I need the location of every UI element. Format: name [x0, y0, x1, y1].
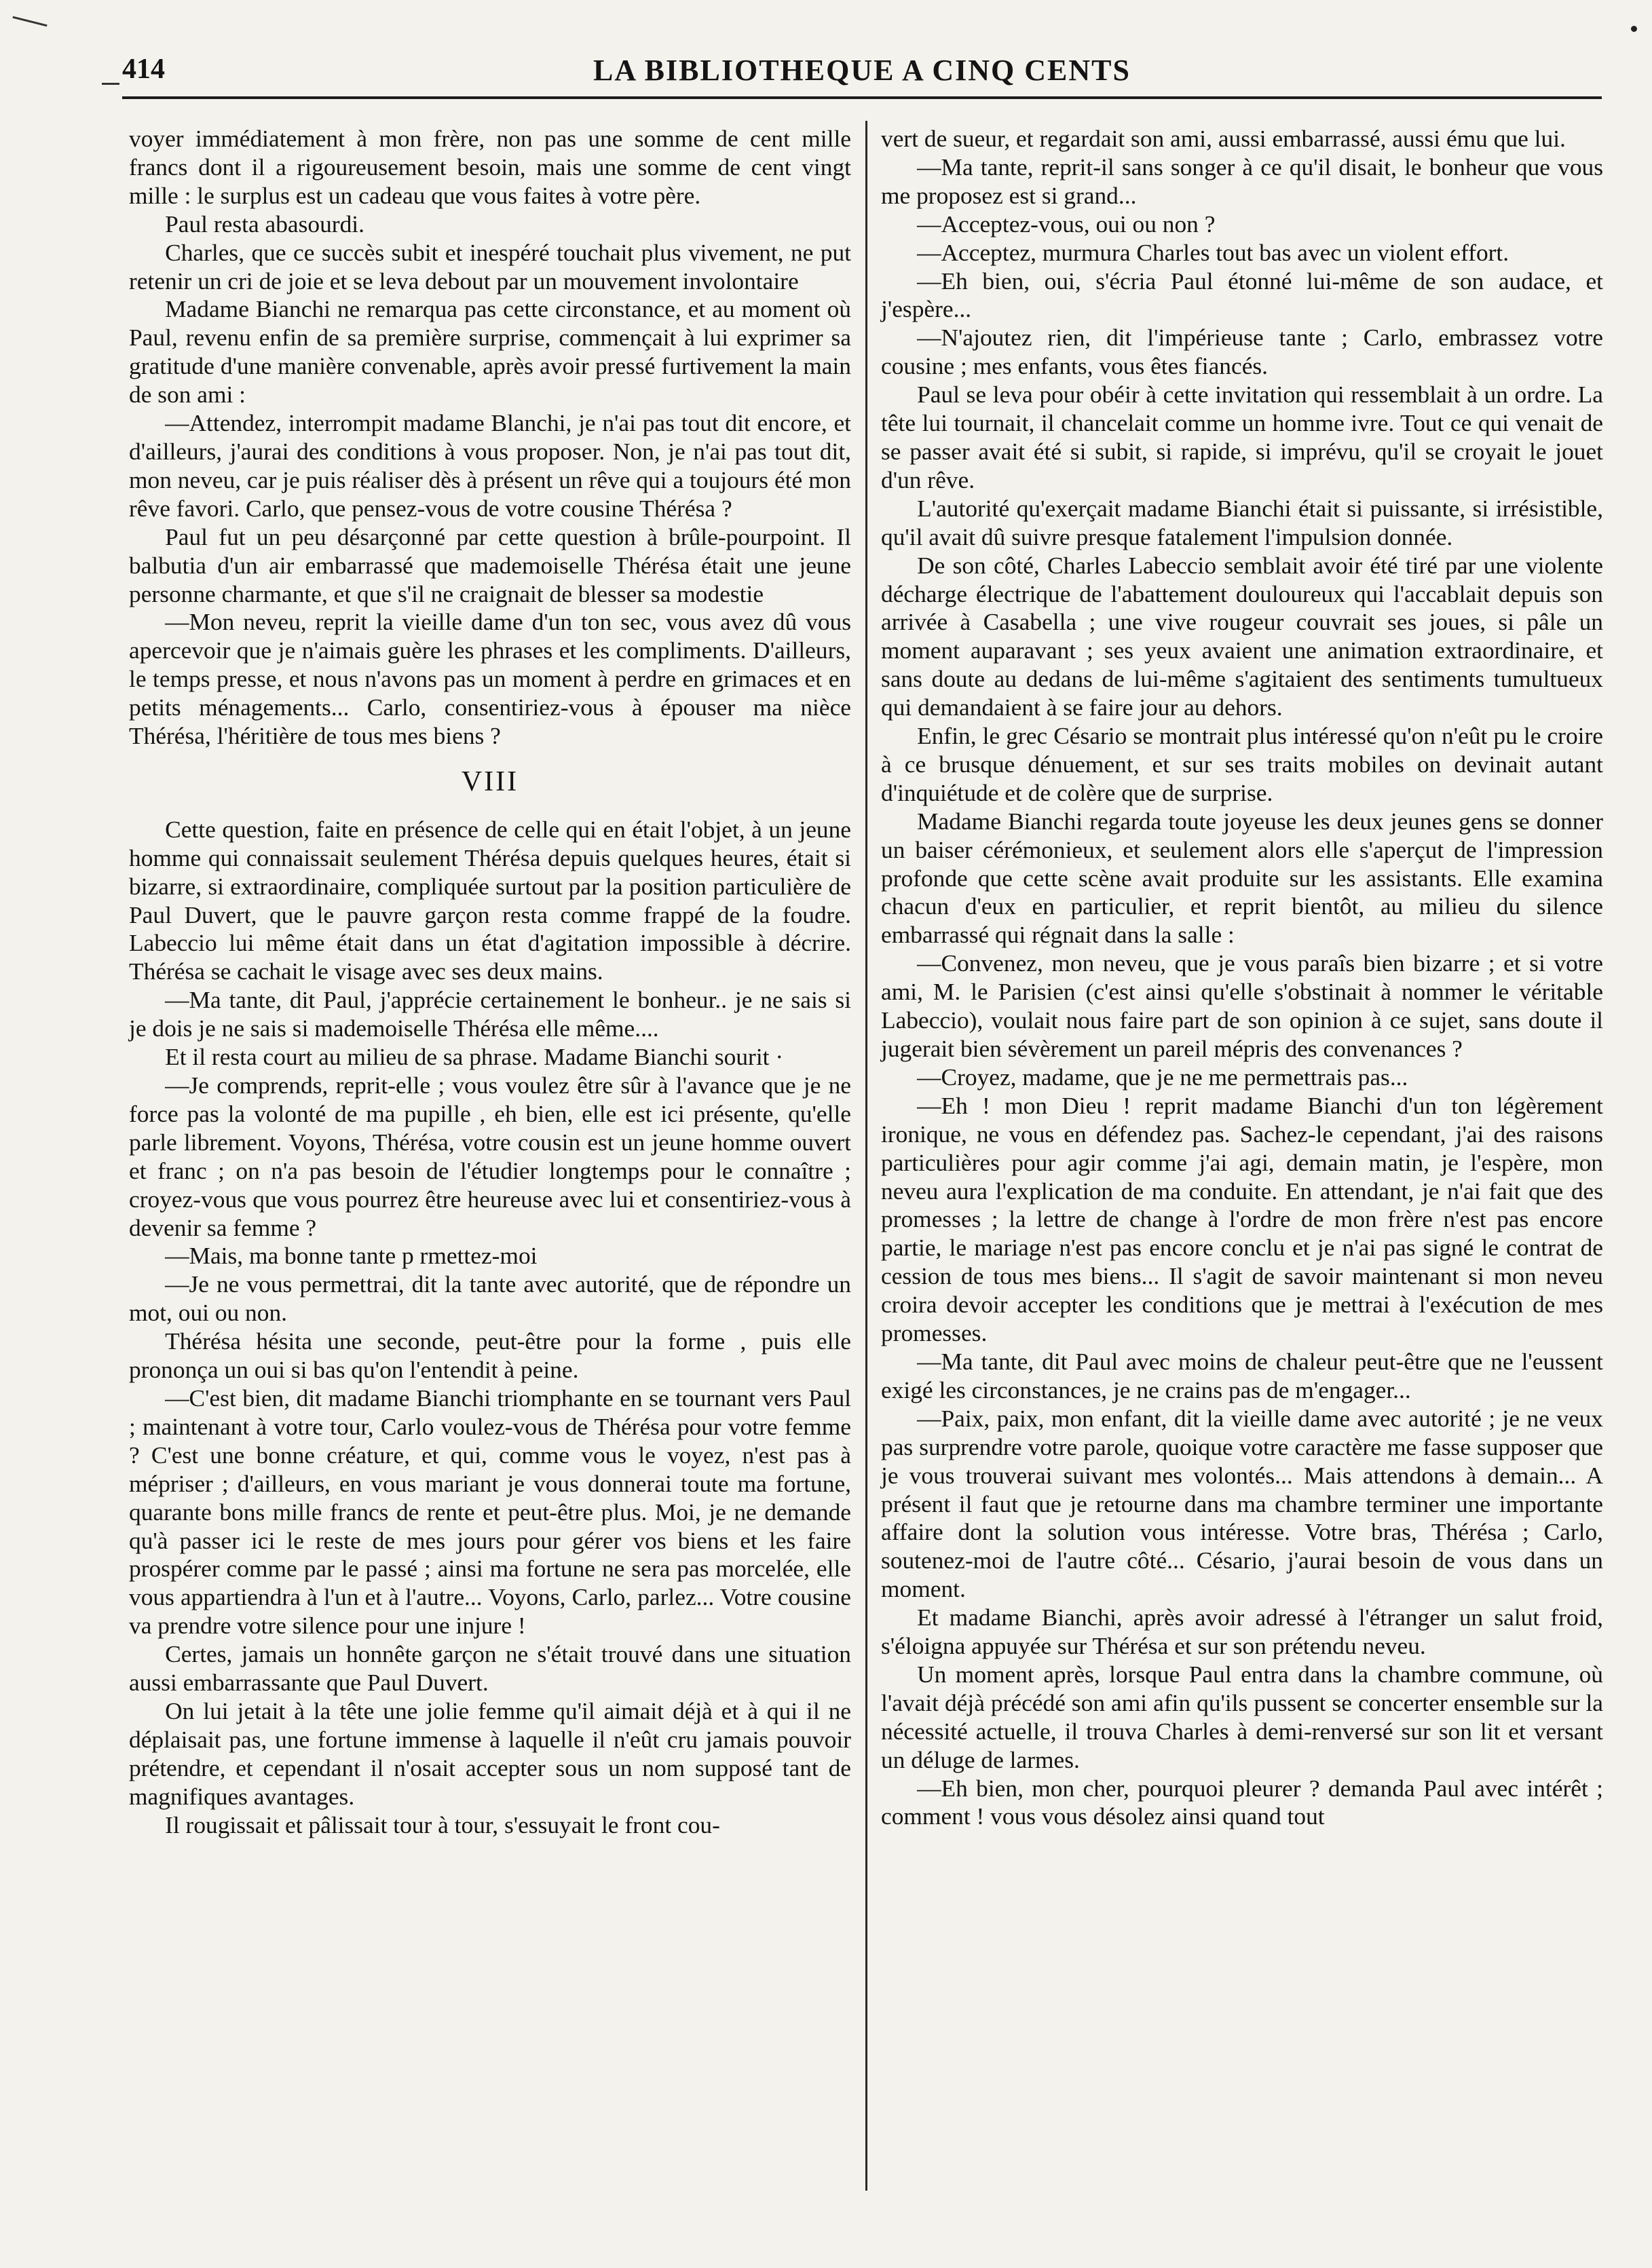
paragraph: —Ma tante, dit Paul, j'apprécie certainement le bonheur.. je ne sais si je dois je ne sais si mademoiselle Thérésa elle même....: [129, 986, 851, 1042]
paragraph: Madame Bianchi ne remarqua pas cette circonstance, et au moment où Paul, revenu enfin de sa première surprise, commençait à lui exprimer sa gratitude d'une manière convenable, après avoir pressé furtivement la main de son ami :: [129, 295, 851, 409]
paragraph: Certes, jamais un honnête garçon ne s'était trouvé dans une situation aussi embarrassante que Paul Duvert.: [129, 1640, 851, 1697]
chapter-heading: VIII: [461, 766, 519, 797]
paragraph: —Paix, paix, mon enfant, dit la vieille dame avec autorité ; je ne veux pas surprendre votre parole, quoique votre caractère me fasse supposer que je vous trouverai suivant mes volontés... Mais attendons à demain... A présent il faut que je retourne dans ma chambre terminer une importante affaire dont la solution vous intéresse. Votre bras, Thérésa ; Carlo, soutenez-moi de l'autre côté... Césario, j'aurai besoin de vous dans un moment.: [881, 1404, 1603, 1603]
paragraph: —Eh bien, mon cher, pourquoi pleurer ? demanda Paul avec intérêt ; comment ! vous vous désolez ainsi quand tout: [881, 1774, 1603, 1830]
scan-dot: [1631, 26, 1637, 32]
paragraph: Un moment après, lorsque Paul entra dans la chambre commune, où l'avait déjà précédé son ami afin qu'ils pussent se concerter ensemble sur la nécessité actuelle, il trouva Charles à demi-renversé sur son lit et versant un déluge de larmes.: [881, 1660, 1603, 1773]
paragraph: Paul resta abasourdi.: [165, 210, 364, 238]
paragraph: On lui jetait à la tête une jolie femme qu'il aimait déjà et à qui il ne déplaisait pas, une fortune immense à laquelle il n'eût cru jamais pouvoir prétendre, et cependant il n'osait accepter sous un nom supposé tant de magnifiques avantages.: [129, 1697, 851, 1810]
paragraph: De son côté, Charles Labeccio semblait avoir été tiré par une violente décharge électrique de l'abattement douloureux qui l'accablait depuis son arrivée à Casabella ; une vive rougeur couvrait ses joues, si pâle un moment auparavant ; ses yeux avaient une animation extraordinaire, et sans doute au dedans de lui-même s'agitaient des sentiments tumultueux qui demandaient à se faire jour au dehors.: [881, 551, 1603, 721]
paragraph: —Je comprends, reprit-elle ; vous voulez être sûr à l'avance que je ne force pas la volonté de ma pupille , eh bien, elle est ici présente, qu'elle parle librement. Voyons, Thérésa, votre cousin est un jeune homme ouvert et franc ; on n'a pas besoin de l'étudier longtemps pour le connaître ; croyez-vous que vous pourrez être heureuse avec lui et consentiriez-vous à devenir sa femme ?: [129, 1072, 851, 1241]
paragraph: Madame Bianchi regarda toute joyeuse les deux jeunes gens se donner un baiser cérémonieux, et seulement alors elle s'aperçut de l'impression profonde que cette scène avait produite sur les assistants. Elle examina chacun d'eux en particulier, et reprit bientôt, au milieu du silence embarrassé qui régnait dans la salle :: [881, 807, 1603, 949]
paragraph: —Mais, ma bonne tante p rmettez-moi: [165, 1242, 538, 1270]
header-rule: [122, 96, 1602, 99]
margin-tick: [102, 83, 119, 85]
paragraph: —Convenez, mon neveu, que je vous paraîs bien bizarre ; et si votre ami, M. le Parisien (c'est ainsi qu'elle s'obstinait à nommer le véritable Labeccio), voulait nous faire part de son opinion à ce sujet, sans doute il jugerait bien sévèrement un pareil mépris des convenances ?: [881, 949, 1603, 1062]
right-column: [881, 125, 1603, 1831]
paragraph: —Mon neveu, reprit la vieille dame d'un ton sec, vous avez dû vous apercevoir que je n'aimais guère les phrases et les compliments. D'ailleurs, le temps presse, et nous n'avons pas un moment à perdre en grimaces et en petits ménagements... Carlo, consentiriez-vous à épouser ma nièce Thérésa, l'héritière de tous mes biens ?: [129, 608, 851, 750]
page-number: 414: [122, 54, 165, 85]
paragraph: Cette question, faite en présence de celle qui en était l'objet, à un jeune homme qui connaissait seulement Thérésa depuis quelques heures, était si bizarre, si extraordinaire, compliquée surtout par la position particulière de Paul Duvert, que le pauvre garçon resta comme frappé de la foudre. Labeccio lui même était dans un état d'agitation impossible à décrire. Thérésa se cachait le visage avec ses deux mains.: [129, 815, 851, 985]
running-title: LA BIBLIOTHEQUE A CINQ CENTS: [593, 54, 1131, 87]
paragraph: Il rougissait et pâlissait tour à tour, s'essuyait le front cou-: [165, 1811, 720, 1838]
paragraph: —Je ne vous permettrai, dit la tante avec autorité, que de répondre un mot, oui ou non.: [129, 1270, 851, 1327]
paragraph: —Acceptez-vous, oui ou non ?: [917, 210, 1216, 238]
paragraph: —N'ajoutez rien, dit l'impérieuse tante ; Carlo, embrassez votre cousine ; mes enfants, vous êtes fiancés.: [881, 324, 1603, 380]
paragraph: Paul fut un peu désarçonné par cette question à brûle-pourpoint. Il balbutia d'un air embarrassé que mademoiselle Thérésa était une jeune personne charmante, et que s'il ne craignait de blesser sa modestie: [129, 523, 851, 607]
paragraph: —C'est bien, dit madame Bianchi triomphante en se tournant vers Paul ; maintenant à votre tour, Carlo voulez-vous de Thérésa pour votre femme ? C'est une bonne créature, et qui, comme vous le voyez, n'est pas à mépriser ; d'ailleurs, en vous mariant je vous donnerai toute ma fortune, quarante bons mille francs de rente et peut-être plus. Moi, je ne demande qu'à passer ici le reste de mes jours pour gérer vos biens et les faire prospérer comme par le passé ; ainsi ma fortune ne sera pas morcelée, elle vous appartiendra à l'un et à l'autre... Voyons, Carlo, parlez... Votre cousine va prendre votre silence pour une injure !: [129, 1384, 851, 1640]
page-header: [122, 53, 1602, 91]
paragraph: —Acceptez, murmura Charles tout bas avec un violent effort.: [917, 238, 1509, 266]
paragraph: —Attendez, interrompit madame Blanchi, je n'ai pas tout dit encore, et d'ailleurs, j'aurai des conditions à vous proposer. Non, je n'ai pas tout dit, mon neveu, car je puis réaliser dès à présent un rêve qui a toujours été mon rêve favori. Carlo, que pensez-vous de votre cousine Thérésa ?: [129, 409, 851, 522]
paragraph: L'autorité qu'exerçait madame Bianchi était si puissante, si irrésistible, qu'il avait dû suivre presque fatalement l'impulsion donnée.: [881, 494, 1603, 550]
scan-mark: [12, 16, 47, 26]
left-column: [129, 125, 851, 1839]
paragraph: Paul se leva pour obéir à cette invitation qui ressemblait à un ordre. La tête lui tournait, il chancelait comme un homme ivre. Tout ce qui venait de se passer avait été si subit, si rapide, si imprévu, qu'il se croyait le jouet d'un rêve.: [881, 381, 1603, 493]
paragraph: voyer immédiatement à mon frère, non pas une somme de cent mille francs dont il a rigoureusement besoin, mais une somme de cent vingt mille : le surplus est un cadeau que vous faites à votre père.: [129, 125, 851, 209]
paragraph: Et madame Bianchi, après avoir adressé à l'étranger un salut froid, s'éloigna appuyée sur Thérésa et sur son prétendu neveu.: [881, 1604, 1603, 1660]
paragraph: vert de sueur, et regardait son ami, aussi embarrassé, aussi ému que lui.: [881, 125, 1566, 152]
paragraph: Et il resta court au milieu de sa phrase. Madame Bianchi sourit ·: [165, 1043, 784, 1071]
paragraph: —Ma tante, dit Paul avec moins de chaleur peut-être que ne l'eussent exigé les circonstances, je ne crains pas de m'engager...: [881, 1347, 1603, 1403]
paragraph: Thérésa hésita une seconde, peut-être pour la forme , puis elle prononça un oui si bas qu'on l'entendit à peine.: [129, 1327, 851, 1384]
paragraph: —Eh ! mon Dieu ! reprit madame Bianchi d'un ton légèrement ironique, ne vous en défendez pas. Sachez-le cependant, j'ai des raisons particulières pour agir comme j'ai agi, demain matin, je l'espère, mon neveu aura l'explication de ma conduite. En attendant, je n'ai fait que des promesses ; la lettre de change à l'ordre de mon frère n'est pas encore partie, le mariage n'est pas encore conclu et je n'ai pas signé le contrat de cession de tous mes biens... Il s'agit de savoir maintenant si mon neveu croira devoir accepter les conditions que je mettrai à l'exécution de mes promesses.: [881, 1091, 1603, 1347]
paragraph: —Ma tante, reprit-il sans songer à ce qu'il disait, le bonheur que vous me proposez est si grand...: [881, 153, 1603, 209]
column-divider: [865, 121, 867, 2191]
paragraph: —Croyez, madame, que je ne me permettrais pas...: [917, 1063, 1408, 1091]
paragraph: Enfin, le grec Césario se montrait plus intéressé qu'on n'eût pu le croire à ce brusque dénuement, et sur ses traits mobiles on devinait autant d'inquiétude et de colère que de surprise.: [881, 722, 1603, 806]
paragraph: Charles, que ce succès subit et inespéré touchait plus vivement, ne put retenir un cri de joie et se leva debout par un mouvement involontaire: [129, 238, 851, 295]
paragraph: —Eh bien, oui, s'écria Paul étonné lui-même de son audace, et j'espère...: [881, 267, 1603, 323]
